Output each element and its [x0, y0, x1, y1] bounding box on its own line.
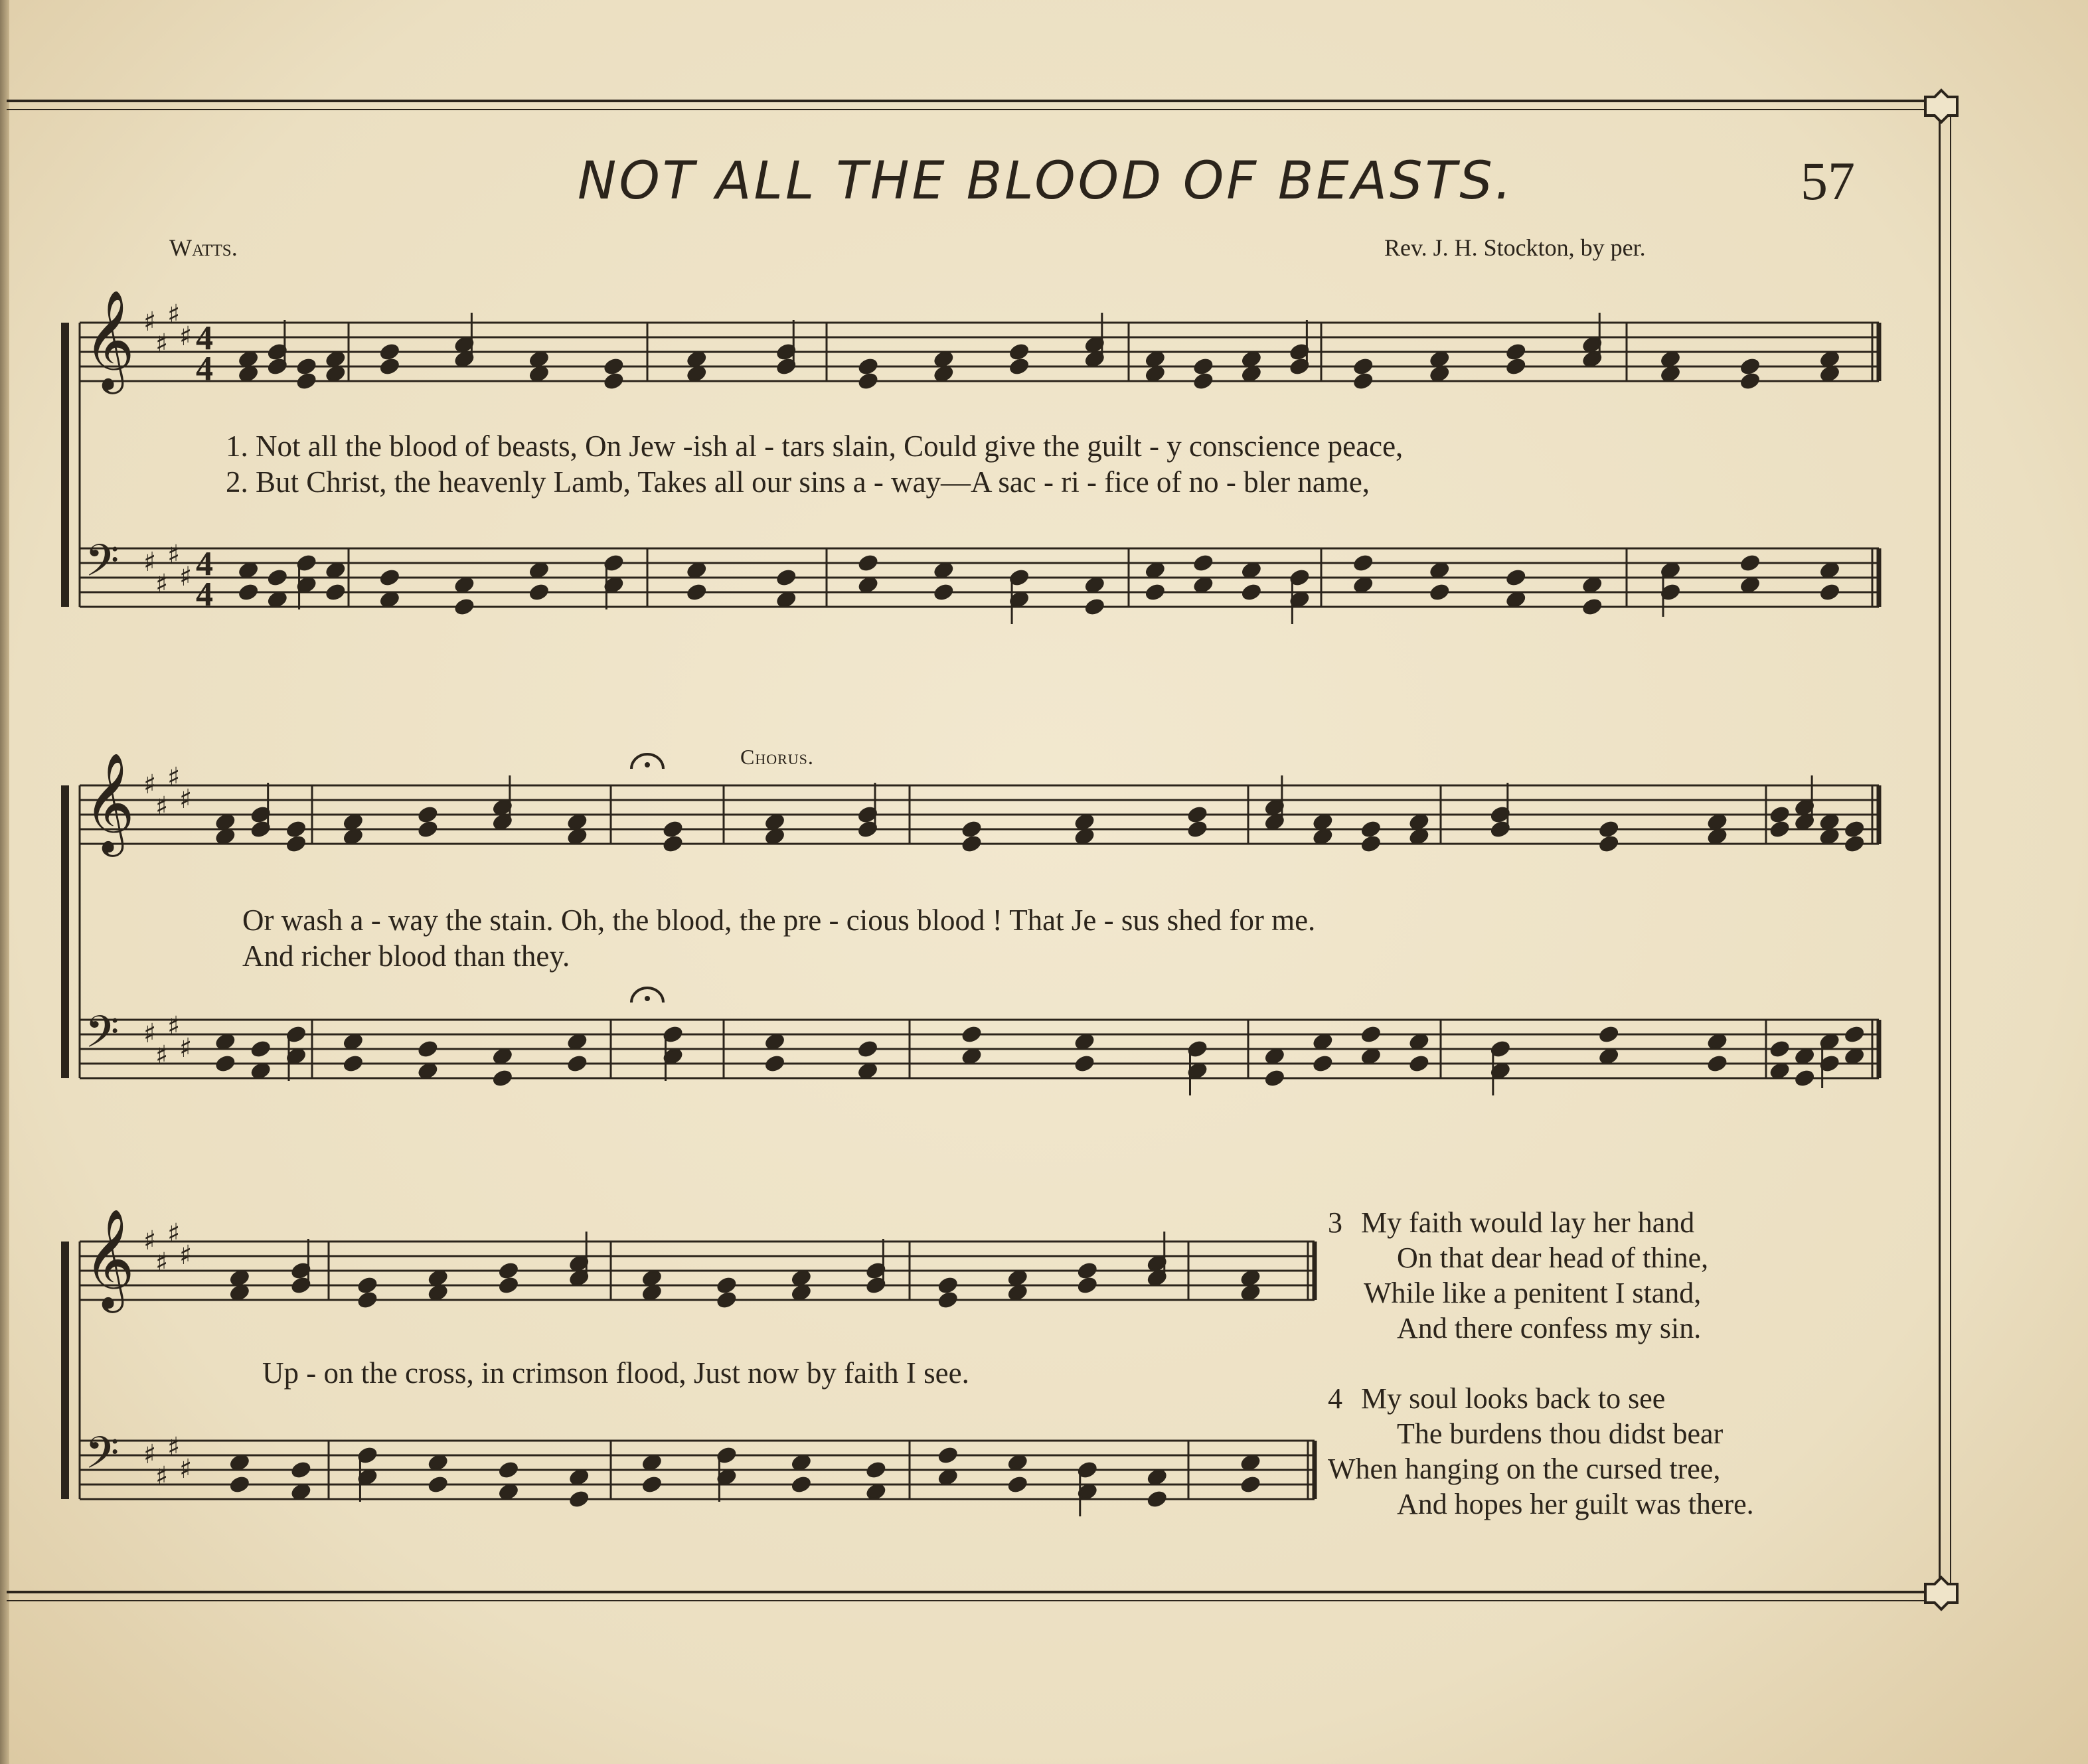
note-head — [1739, 372, 1760, 390]
note-head — [1008, 357, 1029, 375]
note-head — [1240, 1475, 1261, 1493]
note-head — [663, 835, 683, 852]
sharp-sign-icon: ♯ — [167, 1011, 181, 1042]
note-head — [1147, 1490, 1167, 1508]
bass-clef-icon: 𝄢 — [85, 535, 120, 597]
note-head — [285, 835, 306, 852]
note-head — [858, 372, 878, 390]
sharp-sign-icon: ♯ — [155, 1040, 169, 1071]
sharp-sign-icon: ♯ — [179, 1454, 193, 1484]
note-head — [1819, 583, 1840, 601]
note-head — [776, 568, 797, 586]
note-head — [1769, 1040, 1790, 1058]
note-head — [1582, 598, 1603, 615]
sharp-sign-icon: ♯ — [143, 1439, 157, 1470]
stanza-line: My faith would lay her hand — [1361, 1206, 1695, 1239]
note-head — [1187, 820, 1208, 838]
lyric-line-system1-verse2: 2. But Christ, the heavenly Lamb, Takes all our sins a - way—A sac - ri - fice of no - bler name, — [226, 465, 1370, 499]
note-head — [1008, 343, 1029, 361]
note-head — [1409, 1054, 1429, 1072]
lyric-line-system2-verse1: Or wash a - way the stain. Oh, the blood, the pre - cious blood ! That Je - sus shed for me. — [242, 904, 1316, 937]
note-head — [1429, 583, 1450, 601]
note-head — [1506, 357, 1526, 375]
note-head — [791, 1475, 811, 1493]
note-head — [569, 1490, 590, 1508]
sharp-sign-icon: ♯ — [143, 307, 157, 337]
fermata-dot — [645, 762, 650, 767]
note-head — [603, 357, 624, 375]
note-head — [428, 1475, 448, 1493]
note-head — [716, 1291, 737, 1309]
sharp-sign-icon: ♯ — [143, 1018, 157, 1049]
note-head — [641, 1475, 662, 1493]
note-head — [1506, 568, 1526, 586]
sharp-sign-icon: ♯ — [155, 569, 169, 600]
stanza-line: The burdens thou didst bear — [1397, 1417, 1724, 1450]
note-head — [1264, 1069, 1285, 1087]
note-head — [1844, 1025, 1865, 1043]
note-head — [454, 598, 475, 615]
note-head — [498, 1261, 519, 1279]
sharp-sign-icon: ♯ — [179, 1240, 193, 1271]
note-head — [1844, 835, 1865, 852]
note-head — [1506, 343, 1526, 361]
note-head — [418, 805, 438, 823]
stanza-line: When hanging on the cursed tree, — [1328, 1453, 1721, 1485]
note-head — [418, 820, 438, 838]
page-number: 57 — [1801, 151, 1855, 211]
note-head — [567, 1054, 588, 1072]
note-head — [1599, 835, 1619, 852]
note-head — [215, 1054, 236, 1072]
note-head — [285, 820, 306, 838]
note-head — [857, 1040, 878, 1058]
note-head — [1313, 1054, 1333, 1072]
music-credit: Rev. J. H. Stockton, by per. — [1384, 234, 1646, 261]
time-signature-treble-bottom: 4 — [196, 350, 213, 388]
fermata-dot — [645, 996, 650, 1001]
lyric-line-system1-verse1: 1. Not all the blood of beasts, On Jew -ish al - tars slain, Could give the guilt - y conscience peace, — [226, 430, 1404, 463]
time-signature-treble-top: 4 — [196, 319, 213, 357]
note-head — [858, 357, 878, 375]
sharp-sign-icon: ♯ — [167, 540, 181, 570]
note-head — [961, 1025, 982, 1043]
note-head — [933, 583, 954, 601]
note-head — [1084, 598, 1105, 615]
sharp-sign-icon: ♯ — [179, 321, 193, 352]
words-credit: Watts. — [169, 234, 238, 261]
note-head — [1077, 1276, 1097, 1294]
note-head — [1074, 1054, 1095, 1072]
note-head — [858, 554, 878, 572]
sharp-sign-icon: ♯ — [167, 1432, 181, 1463]
note-head — [1193, 357, 1214, 375]
sharp-sign-icon: ♯ — [143, 547, 157, 578]
note-head — [250, 1040, 271, 1058]
treble-clef-icon: 𝄞 — [84, 1208, 135, 1309]
note-head — [343, 1054, 363, 1072]
sharp-sign-icon: ♯ — [179, 1033, 193, 1064]
sharp-sign-icon: ♯ — [167, 299, 181, 330]
note-head — [1360, 835, 1381, 852]
note-head — [716, 1276, 737, 1294]
note-head — [296, 372, 317, 390]
note-head — [1360, 1025, 1381, 1043]
note-head — [325, 583, 346, 601]
note-head — [291, 1461, 311, 1479]
note-head — [267, 568, 287, 586]
note-head — [492, 1069, 513, 1087]
stanza-number: 3 — [1328, 1206, 1342, 1239]
note-head — [1739, 554, 1760, 572]
note-head — [498, 1276, 519, 1294]
note-head — [1707, 1054, 1727, 1072]
note-head — [961, 835, 982, 852]
note-head — [866, 1461, 886, 1479]
stanza-3 — [1328, 1205, 1708, 1346]
note-head — [1360, 820, 1381, 838]
note-head — [379, 343, 400, 361]
note-head — [1193, 554, 1214, 572]
note-head — [686, 583, 707, 601]
note-head — [937, 1276, 958, 1294]
note-head — [1193, 372, 1214, 390]
time-signature-bass-bottom: 4 — [196, 576, 213, 613]
note-head — [1007, 1475, 1028, 1493]
note-head — [379, 568, 400, 586]
note-head — [379, 357, 400, 375]
note-head — [937, 1291, 958, 1309]
bass-clef-icon: 𝄢 — [85, 1006, 120, 1068]
treble-clef-icon: 𝄞 — [84, 752, 135, 852]
note-head — [1353, 554, 1374, 572]
stanza-line: And hopes her guilt was there. — [1397, 1488, 1754, 1520]
bass-clef-icon: 𝄢 — [85, 1427, 120, 1489]
note-head — [229, 1475, 250, 1493]
note-head — [1844, 820, 1865, 838]
note-head — [418, 1040, 438, 1058]
sharp-sign-icon: ♯ — [143, 769, 157, 800]
chorus-label: Chorus. — [740, 745, 814, 769]
note-head — [498, 1461, 519, 1479]
sharp-sign-icon: ♯ — [179, 784, 193, 815]
sharp-sign-icon: ♯ — [155, 791, 169, 822]
lyric-line-system2-verse2: And richer blood than they. — [242, 939, 570, 973]
note-head — [1599, 820, 1619, 838]
note-head — [1145, 583, 1165, 601]
time-signature-bass-top: 4 — [196, 545, 213, 583]
sharp-sign-icon: ♯ — [179, 562, 193, 592]
lyric-line-system3: Up - on the cross, in crimson flood, Just now by faith I see. — [262, 1356, 969, 1390]
note-head — [238, 583, 258, 601]
note-head — [357, 1276, 378, 1294]
note-head — [1187, 805, 1208, 823]
sharp-sign-icon: ♯ — [167, 1218, 181, 1249]
note-head — [528, 583, 549, 601]
note-head — [961, 820, 982, 838]
stanza-number: 4 — [1328, 1382, 1342, 1415]
sharp-sign-icon: ♯ — [155, 329, 169, 359]
note-head — [357, 1291, 378, 1309]
stanza-line: And there confess my sin. — [1397, 1312, 1702, 1344]
sharp-sign-icon: ♯ — [155, 1461, 169, 1492]
note-head — [1739, 357, 1760, 375]
stanza-line: On that dear head of thine, — [1397, 1242, 1709, 1274]
sharp-sign-icon: ♯ — [155, 1247, 169, 1278]
note-head — [937, 1446, 958, 1464]
sharp-sign-icon: ♯ — [143, 1226, 157, 1256]
note-head — [1769, 820, 1790, 838]
note-head — [603, 372, 624, 390]
sharp-sign-icon: ♯ — [167, 762, 181, 793]
note-head — [1769, 805, 1790, 823]
note-head — [1077, 1261, 1097, 1279]
note-head — [1353, 372, 1374, 390]
stanza-line: While like a penitent I stand, — [1364, 1277, 1702, 1309]
hymn-title: NOT ALL THE BLOOD OF BEASTS. — [578, 151, 1514, 211]
stanza-line: My soul looks back to see — [1361, 1382, 1666, 1415]
note-head — [1241, 583, 1261, 601]
note-head — [1795, 1069, 1815, 1087]
stanza-4 — [1328, 1381, 1754, 1522]
note-head — [1599, 1025, 1619, 1043]
note-head — [296, 357, 317, 375]
note-head — [663, 820, 683, 838]
note-head — [1353, 357, 1374, 375]
treble-clef-icon: 𝄞 — [84, 289, 135, 390]
note-head — [764, 1054, 785, 1072]
